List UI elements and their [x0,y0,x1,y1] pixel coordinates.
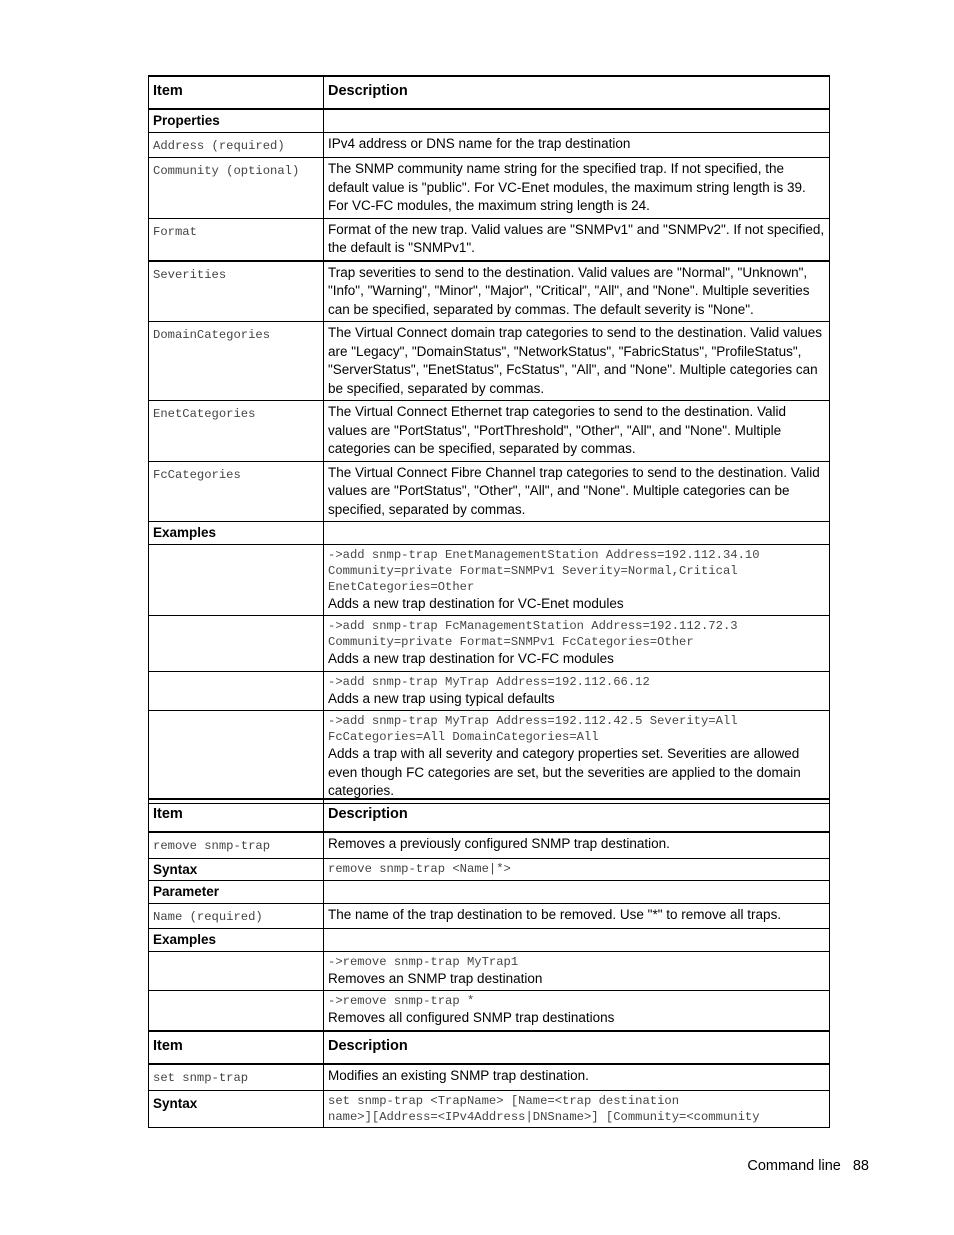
example-row [149,951,830,991]
example-command: FcCategories=All DomainCategories=All [328,730,599,744]
command-name: set snmp-trap [149,1064,324,1090]
syntax-row [149,858,830,881]
example-row [149,616,830,672]
property-description: The Virtual Connect Ethernet trap categories to send to the destination. Valid values are "PortStatus", "PortThreshold", "Other", "All", and "None". Multiple categories can be specified, separated by commas. [324,401,830,462]
property-description: The Virtual Connect domain trap categories to send to the destination. Valid values are "Legacy", "DomainStatus", "NetworkStatus", "FabricStatus", "ProfileStatus", "ServerStatus", "EnetStatus", FcStatus", "All", and "None". Multiple categories can be specified, separated by commas. [324,322,830,401]
command-description: Modifies an existing SNMP trap destination. [324,1064,830,1090]
parameter-description: The name of the trap destination to be removed. Use "*" to remove all traps. [324,903,830,929]
header-description: Description [324,799,830,832]
table-row [149,322,830,401]
table-row [149,461,830,522]
example-cell [324,951,830,991]
syntax-row [149,1090,830,1127]
section-label-parameter: Parameter [149,881,324,904]
syntax-text: set snmp-trap <TrapName> [Name=<trap destination [328,1093,680,1108]
table-row [149,218,830,261]
property-description: Trap severities to send to the destination. Valid values are "Normal", "Unknown", "Info", "Warning", "Minor", "Major", "Critical", "All", and "None". Multiple severities can be specified, separated by commas. The default severity is "None". [324,261,830,322]
table-header-row [149,799,830,832]
example-command: Community=private Format=SNMPv1 Severity=Normal,Critical [328,563,738,578]
property-description: The SNMP community name string for the specified trap. If not specified, the default value is "public". For VC-Enet modules, the maximum string length is 39. For VC-FC modules, the maximum string length is 24. [324,158,830,219]
property-name: Community (optional) [149,158,324,219]
section-label-syntax: Syntax [149,858,324,881]
remove-snmp-trap-table [148,798,830,1031]
property-name: EnetCategories [149,401,324,462]
header-description: Description [324,1031,830,1064]
property-description: The Virtual Connect Fibre Channel trap categories to send to the destination. Valid values are "PortStatus", "Other", "All", and "None". Multiple categories can be specified, separated by commas. [324,461,830,522]
example-description: Removes all configured SNMP trap destinations [328,1010,615,1025]
table-row [149,132,830,158]
command-name: remove snmp-trap [149,832,324,858]
example-row [149,991,830,1031]
section-label-syntax: Syntax [149,1090,324,1127]
property-name: FcCategories [149,461,324,522]
section-label-examples: Examples [149,522,324,545]
header-item: Item [149,76,324,109]
section-row-examples [149,929,830,952]
example-cell [324,544,830,616]
example-command: ->remove snmp-trap * [328,994,475,1008]
table-row [149,832,830,858]
example-command: ->add snmp-trap EnetManagementStation Address=192.112.34.10 [328,547,760,562]
property-name: DomainCategories [149,322,324,401]
example-command: EnetCategories=Other [328,579,475,594]
syntax-text: name>][Address=<IPv4Address|DNSname>] [Community=<community [328,1109,760,1124]
property-name: Format [149,218,324,261]
table-row [149,261,830,322]
table-header-row [149,76,830,109]
example-command: ->add snmp-trap FcManagementStation Address=192.112.72.3 [328,619,738,633]
header-item: Item [149,799,324,832]
table-row [149,1064,830,1090]
example-command: Community=private Format=SNMPv1 FcCategories=Other [328,635,694,649]
properties-table [148,75,830,804]
table-row [149,903,830,929]
example-command: ->remove snmp-trap MyTrap1 [328,954,519,969]
example-cell [324,991,830,1031]
section-row-properties [149,109,830,132]
footer-section: Command line [747,1158,841,1174]
example-cell [324,671,830,711]
set-snmp-trap-table [148,1030,830,1128]
table-header-row [149,1031,830,1064]
section-row-parameter [149,881,830,904]
property-description: IPv4 address or DNS name for the trap destination [324,132,830,158]
example-description: Removes an SNMP trap destination [328,970,543,986]
property-name: Address (required) [149,132,324,158]
section-label-examples: Examples [149,929,324,952]
parameter-name: Name (required) [149,903,324,929]
example-description: Adds a new trap using typical defaults [328,690,555,706]
example-command: ->add snmp-trap MyTrap Address=192.112.42.5 Severity=All [328,714,738,728]
command-description: Removes a previously configured SNMP trap destination. [324,832,830,858]
header-description: Description [324,76,830,109]
page-number: 88 [852,1158,869,1174]
example-command: ->add snmp-trap MyTrap Address=192.112.66.12 [328,674,650,689]
property-name: Severities [149,261,324,322]
section-label-properties: Properties [149,109,324,132]
example-row [149,711,830,804]
table-row [149,401,830,462]
example-description: Adds a new trap destination for VC-FC modules [328,651,614,666]
page-footer [735,1158,869,1174]
syntax-text: remove snmp-trap <Name|*> [328,861,511,876]
example-description: Adds a trap with all severity and category properties set. Severities are allowed even though FC categories are set, but the severities are applied to the domain categories. [328,746,801,798]
example-row [149,671,830,711]
example-cell [324,616,830,672]
table-row [149,158,830,219]
property-description: Format of the new trap. Valid values are "SNMPv1" and "SNMPv2". If not specified, the default is "SNMPv1". [324,218,830,261]
section-row-examples [149,522,830,545]
example-cell [324,711,830,804]
header-item: Item [149,1031,324,1064]
example-description: Adds a new trap destination for VC-Enet modules [328,595,624,611]
example-row [149,544,830,616]
